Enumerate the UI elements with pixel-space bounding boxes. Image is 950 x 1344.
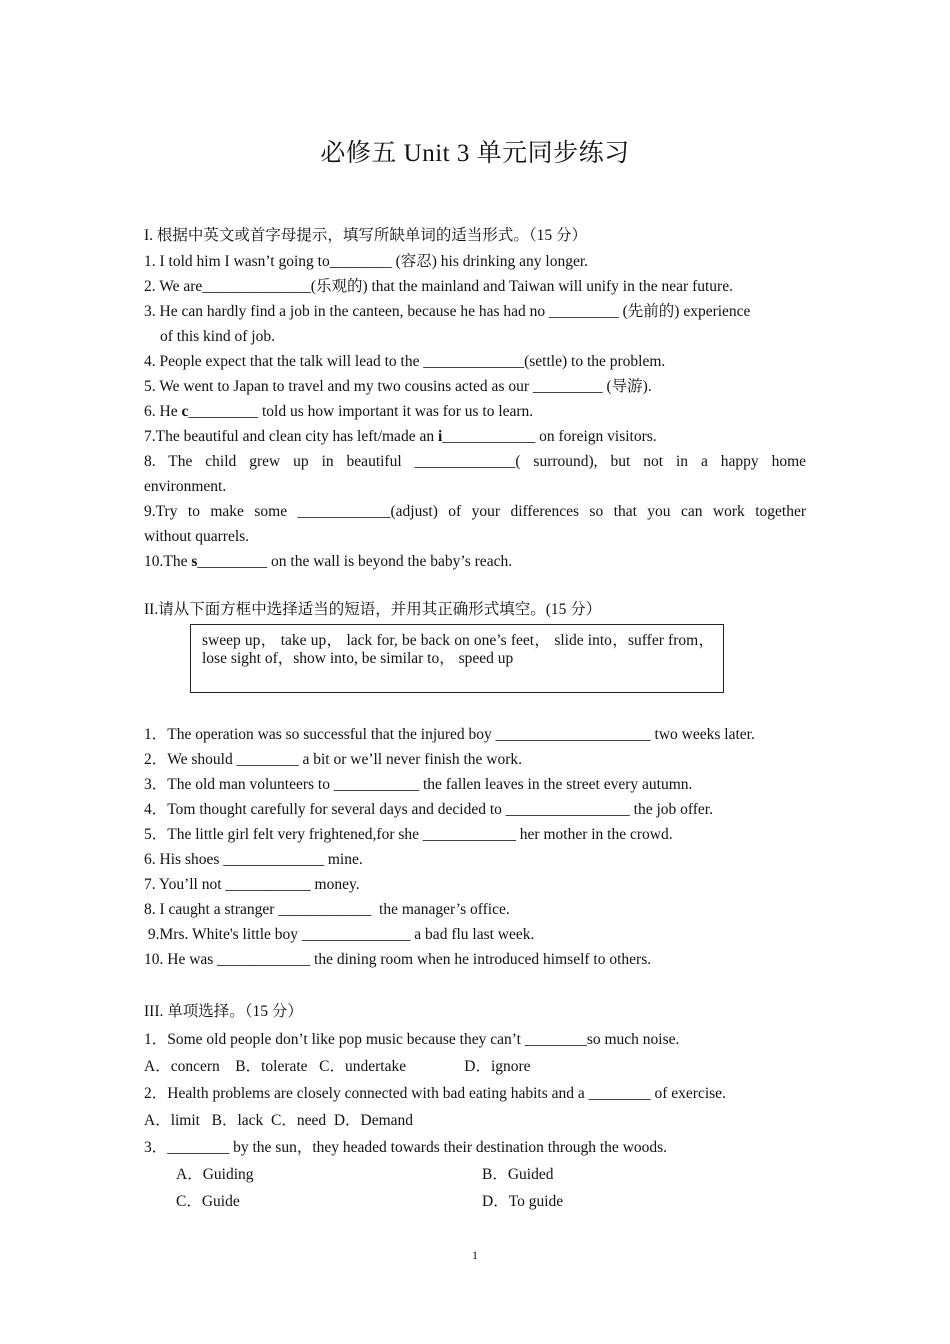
s1-question-9: 9.Try to make some ____________(adjust) of your differences so that you can work together <box>144 503 806 520</box>
section-2-heading: II.请从下面方框中选择适当的短语，并用其正确形式填空。(15 分） <box>144 601 602 618</box>
page-title: 必修五 Unit 3 单元同步练习 <box>320 140 630 167</box>
s3-q3-option-b: B．Guided <box>482 1166 554 1183</box>
hint-letter: i <box>437 428 443 445</box>
s1-question-8: 8. The child grew up in beautiful _____________( surround), but not in a happy home <box>144 453 806 470</box>
section-1-heading: I. 根据中英文或首字母提示，填写所缺单词的适当形式。（15 分） <box>144 227 588 244</box>
s2-question-4: 4．Tom thought carefully for several days and decided to ________________ the job offer. <box>144 801 713 818</box>
s2-question-3: 3．The old man volunteers to ___________ the fallen leaves in the street every autumn. <box>144 776 693 793</box>
s2-question-7: 7. You’ll not ___________ money. <box>144 876 360 893</box>
s1-question-8-cont: environment. <box>144 478 227 495</box>
s3-question-1: 1．Some old people don’t like pop music because they can’t ________so much noise. <box>144 1031 680 1048</box>
s1-question-10: 10.The s_________ on the wall is beyond the baby’s reach. <box>144 553 513 570</box>
phrase-box <box>190 624 724 693</box>
hint-letter: s <box>191 553 198 570</box>
s3-question-3: 3．________ by the sun，they headed towards their destination through the woods. <box>144 1139 668 1156</box>
s2-question-5: 5．The little girl felt very frightened,for she ____________ her mother in the crowd. <box>144 826 673 843</box>
s1-question-6: 6. He c_________ told us how important it was for us to learn. <box>144 403 534 420</box>
s3-q3-option-c: C．Guide <box>176 1193 240 1210</box>
s1-question-3-cont: of this kind of job. <box>160 328 275 345</box>
s3-question-2-options: A．limit B．lack C．need D．Demand <box>144 1112 414 1129</box>
s3-question-2: 2．Health problems are closely connected with bad eating habits and a ________ of exercise. <box>144 1085 726 1102</box>
s1-question-5: 5. We went to Japan to travel and my two cousins acted as our _________ (导游). <box>144 378 652 395</box>
s1-question-9-cont: without quarrels. <box>144 528 250 545</box>
s2-question-1: 1．The operation was so successful that the injured boy ____________________ two weeks later. <box>144 726 755 743</box>
page-number: 1 <box>472 1248 478 1262</box>
s2-question-2: 2．We should ________ a bit or we’ll never finish the work. <box>144 751 523 768</box>
s1-question-3: 3. He can hardly find a job in the canteen, because he has had no _________ (先前的) experience <box>144 303 751 320</box>
s2-question-8: 8. I caught a stranger ____________ the manager’s office. <box>144 901 510 918</box>
hint-letter: c <box>181 403 189 420</box>
s3-q3-option-d: D．To guide <box>482 1193 564 1210</box>
s1-question-1: 1. I told him I wasn’t going to________ (容忍) his drinking any longer. <box>144 253 589 270</box>
s3-question-1-options: A．concern B．tolerate C．undertake D．ignore <box>144 1058 531 1075</box>
s1-question-7: 7.The beautiful and clean city has left/made an i____________ on foreign visitors. <box>144 428 657 445</box>
s3-q3-option-a: A．Guiding <box>176 1166 254 1183</box>
s2-question-10: 10. He was ____________ the dining room when he introduced himself to others. <box>144 951 652 968</box>
section-3-heading: III. 单项选择。（15 分） <box>144 1003 303 1020</box>
s2-question-6: 6. His shoes _____________ mine. <box>144 851 363 868</box>
s2-question-9: 9.Mrs. White's little boy ______________ a bad flu last week. <box>144 926 535 943</box>
phrase-list: sweep up， take up， lack for, be back on one’s feet， slide into，suffer from，lose sight of，show into, be similar to， speed up <box>202 632 714 667</box>
s1-question-2: 2. We are______________(乐观的) that the mainland and Taiwan will unify in the near future. <box>144 278 733 295</box>
s1-question-4: 4. People expect that the talk will lead to the _____________(settle) to the problem. <box>144 353 666 370</box>
